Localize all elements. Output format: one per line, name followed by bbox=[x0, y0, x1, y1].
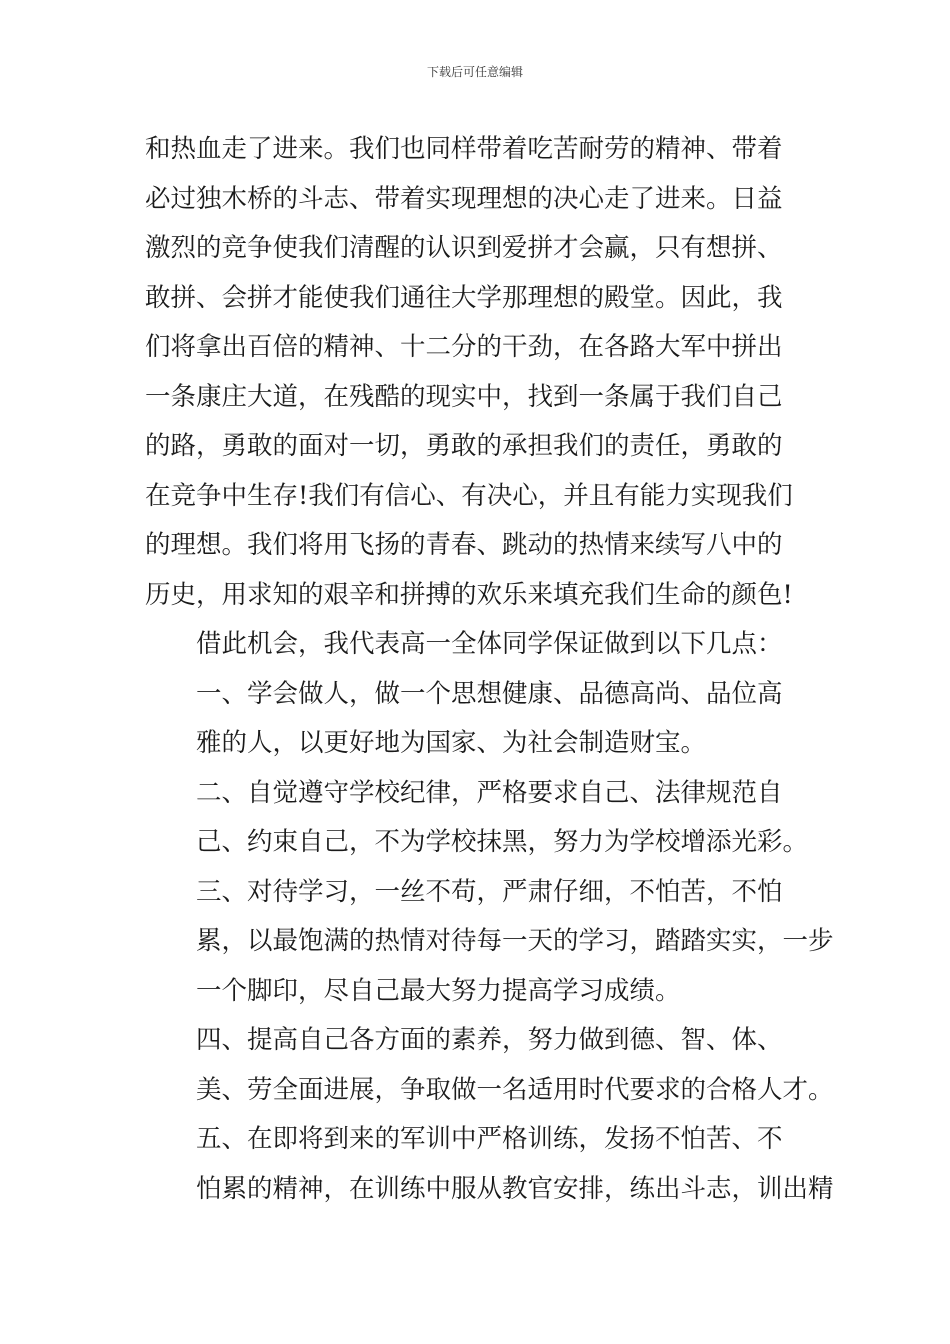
text-line: 敢拼、会拼才能使我们通往大学那理想的殿堂。因此，我 bbox=[145, 282, 783, 313]
paragraph-point-2 bbox=[145, 769, 807, 868]
text-line: 美、劳全面进展，争取做一名适用时代要求的合格人才。 bbox=[196, 1074, 834, 1105]
text-line: 在竞争中生存!我们有信心、有决心，并且有能力实现我们 bbox=[145, 480, 793, 511]
page-header: 下载后可任意编辑 bbox=[426, 65, 523, 79]
text-line: 五、在即将到来的军训中严格训练，发扬不怕苦、不 bbox=[196, 1124, 783, 1154]
text-line: 一、学会做人，做一个思想健康、品德高尚、品位高 bbox=[196, 678, 783, 709]
text-line: 历史，用求知的艰辛和拼搏的欢乐来填充我们生命的颜色! bbox=[145, 579, 793, 610]
text-line: 的路，勇敢的面对一切，勇敢的承担我们的责任，勇敢的 bbox=[145, 431, 783, 461]
document-body bbox=[145, 125, 834, 1214]
text-line: 三、对待学习，一丝不苟，严肃仔细，不怕苦，不怕 bbox=[196, 876, 783, 907]
text-line: 激烈的竞争使我们清醒的认识到爱拼才会赢，只有想拼、 bbox=[145, 233, 783, 263]
text-line: 的理想。我们将用飞扬的青春、跳动的热情来续写八中的 bbox=[145, 530, 783, 560]
text-line: 雅的人，以更好地为国家、为社会制造财宝。 bbox=[196, 728, 707, 758]
text-line: 借此机会，我代表高一全体同学保证做到以下几点： bbox=[196, 629, 783, 659]
text-line: 四、提高自己各方面的素养，努力做到德、智、体、 bbox=[196, 1025, 783, 1055]
text-line: 必过独木桥的斗志、带着实现理想的决心走了进来。日益 bbox=[145, 183, 783, 214]
text-line: 一个脚印，尽自己最大努力提高学习成绩。 bbox=[196, 975, 681, 1006]
paragraph-1 bbox=[145, 125, 807, 620]
paragraph-point-1 bbox=[145, 670, 807, 769]
paragraph-point-3 bbox=[145, 868, 834, 1017]
text-line: 二、自觉遵守学校纪律，严格要求自己、法律规范自 bbox=[196, 777, 783, 808]
paragraph-point-5 bbox=[145, 1115, 834, 1214]
text-line: 累，以最饱满的热情对待每一天的学习，踏踏实实，一步 bbox=[196, 926, 834, 956]
paragraph-point-4 bbox=[145, 1016, 834, 1115]
text-line: 己、约束自己，不为学校抹黑，努力为学校增添光彩。 bbox=[196, 827, 809, 857]
text-line: 们将拿出百倍的精神、十二分的干劲，在各路大军中拼出 bbox=[145, 332, 783, 362]
text-line: 怕累的精神，在训练中服从教官安排，练出斗志，训出精 bbox=[196, 1173, 834, 1204]
text-line: 一条康庄大道，在残酷的现实中，找到一条属于我们自己 bbox=[145, 381, 783, 412]
text-line: 和热血走了进来。我们也同样带着吃苦耐劳的精神、带着 bbox=[145, 134, 783, 164]
paragraph-intro bbox=[145, 620, 807, 670]
